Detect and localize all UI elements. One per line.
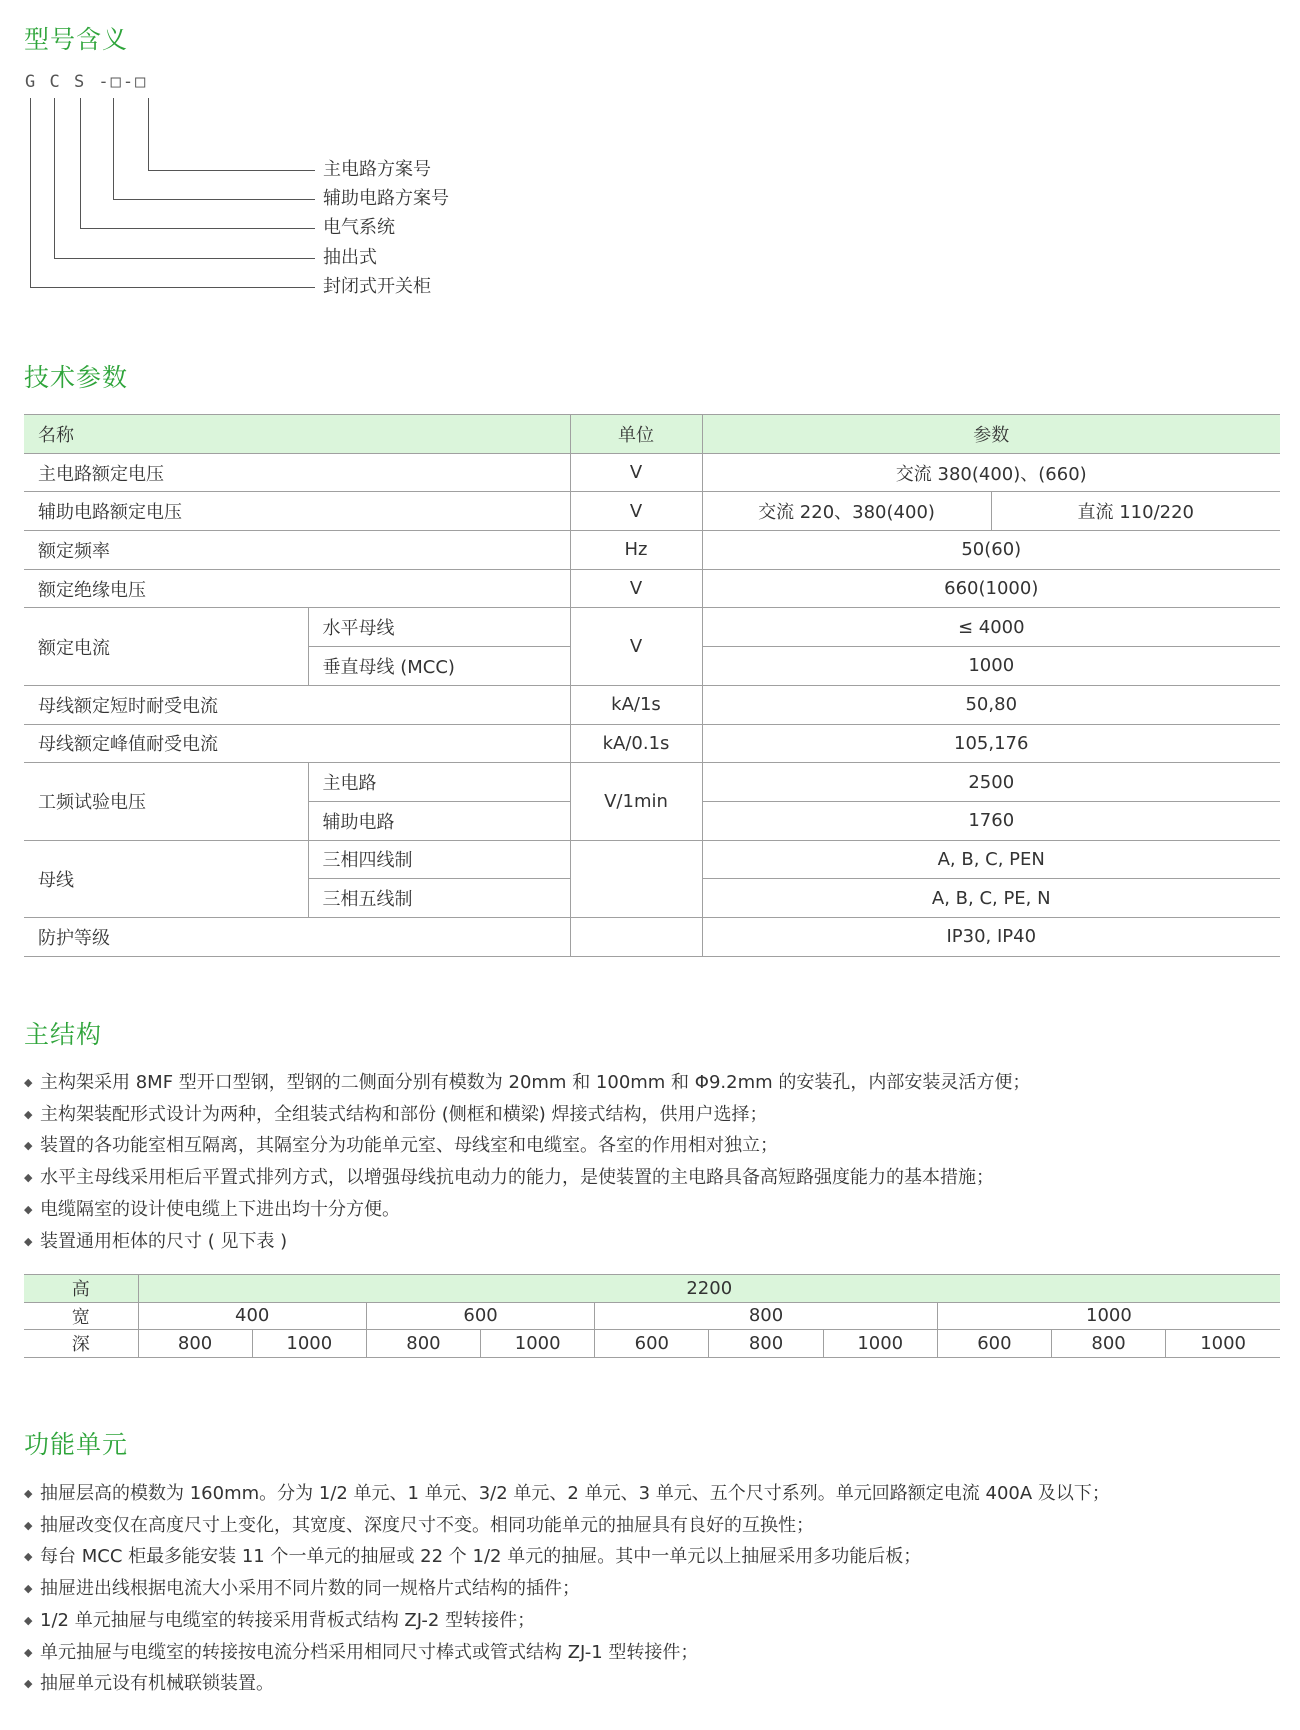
dim-row-width [24,1302,1280,1330]
table-row [24,763,1280,802]
table-row [24,917,1280,956]
dim-value-depth: 1000 [823,1330,937,1358]
list-item [24,1478,1110,1510]
list-item [24,1668,1110,1700]
legend-label-aux-circuit: 辅助电路方案号 [323,188,449,209]
model-code: G C S -□-□ [25,72,148,92]
row-value: 1000 [702,647,1280,686]
legend-label-electrical-system: 电气系统 [323,217,395,238]
row-unit [570,917,702,956]
list-item-text: 主构架采用 8MF 型开口型钢，型钢的二侧面分别有模数为 20mm 和 100mm 和 Φ9.2mm 的安装孔，内部安装灵活方便； [40,1072,1031,1093]
row-name: 母线额定峰值耐受电流 [24,724,570,763]
row-sub-name: 三相四线制 [308,840,570,879]
row-unit: Hz [570,531,702,570]
list-item [24,1605,1110,1637]
row-name: 辅助电路额定电压 [24,492,570,531]
dim-label-width: 宽 [24,1302,138,1330]
bullet-icon: ◆ [24,1234,33,1248]
row-value: 1760 [702,801,1280,840]
list-item-text: 主构架装配形式设计为两种，全组装式结构和部份 (侧框和横梁) 焊接式结构，供用户选择； [40,1103,768,1125]
list-item [24,1162,1030,1194]
bullet-icon: ◆ [24,1613,33,1627]
row-value: A, B, C, PE, N [702,879,1280,918]
dim-value-width: 600 [366,1302,594,1330]
legend-label-drawout: 抽出式 [323,247,377,268]
row-sub-name: 水平母线 [308,608,570,647]
row-value-ac: 交流 220、380(400) [702,492,991,531]
row-sub-name: 三相五线制 [308,879,570,918]
table-row [24,569,1280,608]
row-unit: kA/1s [570,685,702,724]
row-unit: kA/0.1s [570,724,702,763]
list-item-text: 抽屉层高的模数为 160mm。分为 1/2 单元、1 单元、3/2 单元、2 单元、3 单元、五个尺寸系列。单元回路额定电流 400A 及以下； [40,1483,1110,1504]
row-name: 防护等级 [24,917,570,956]
bullet-icon: ◆ [24,1487,33,1500]
dim-row-height [24,1275,1280,1303]
section-title-functional: 功能单元 [24,1430,129,1459]
bullet-icon: ◆ [24,1202,33,1216]
row-name: 母线 [24,840,308,917]
table-row [24,492,1280,531]
row-unit: V [570,608,702,685]
list-item [24,1226,1030,1258]
dim-value-depth: 600 [595,1330,709,1358]
list-item [24,1510,1110,1542]
row-unit: V [570,492,702,531]
list-item-text: 抽屉进出线根据电流大小采用不同片数的同一规格片式结构的插件； [40,1578,580,1600]
list-item-text: 单元抽屉与电缆室的转接按电流分档采用相同尺寸棒式或管式结构 ZJ-1 型转接件； [40,1641,699,1663]
bullet-icon: ◆ [24,1645,33,1659]
dim-value-depth: 800 [138,1330,252,1358]
section-title-model: 型号含义 [24,25,129,54]
list-item-text: 电缆隔室的设计使电缆上下进出均十分方便。 [40,1198,400,1220]
list-item [24,1573,1110,1605]
bullet-icon: ◆ [24,1171,33,1185]
dim-value-width: 400 [138,1302,366,1330]
row-value: 660(1000) [702,569,1280,608]
dim-value-depth: 1000 [1166,1330,1280,1358]
dim-label-depth: 深 [24,1330,138,1358]
row-unit [570,840,702,917]
list-item [24,1637,1110,1669]
table-row [24,840,1280,879]
section-title-structure: 主结构 [24,1020,103,1049]
list-item [24,1541,1110,1573]
bullet-icon: ◆ [24,1518,33,1532]
row-value: 2500 [702,763,1280,802]
list-item-text: 装置通用柜体的尺寸 ( 见下表 ) [40,1230,288,1252]
dim-value-height: 2200 [138,1275,1280,1303]
dim-row-depth [24,1330,1280,1358]
dim-label-height: 高 [24,1275,138,1303]
row-sub-name: 垂直母线 (MCC) [308,647,570,686]
row-sub-name: 辅助电路 [308,801,570,840]
row-value: 交流 380(400)、(660) [702,453,1280,492]
table-header-row [24,415,1280,454]
row-name: 主电路额定电压 [24,453,570,492]
dim-value-depth: 1000 [481,1330,595,1358]
row-name: 母线额定短时耐受电流 [24,685,570,724]
cabinet-dimensions-table [24,1274,1280,1358]
dim-value-depth: 800 [366,1330,480,1358]
legend-label-main-circuit: 主电路方案号 [323,159,431,180]
section-title-tech: 技术参数 [24,363,129,392]
table-row [24,608,1280,647]
legend-connector-5 [30,98,315,288]
table-row [24,453,1280,492]
header-unit: 单位 [570,415,702,454]
bullet-icon: ◆ [24,1139,33,1153]
functional-list [24,1478,1110,1700]
row-value: 50,80 [702,685,1280,724]
row-unit: V [570,569,702,608]
header-param: 参数 [702,415,1280,454]
list-item [24,1130,1030,1162]
list-item-text: 每台 MCC 柜最多能安装 11 个一单元的抽屉或 22 个 1/2 单元的抽屉。其中一单元以上抽屉采用多功能后板； [40,1546,922,1568]
dim-value-width: 800 [595,1302,938,1330]
row-value: ≤ 4000 [702,608,1280,647]
row-unit: V [570,453,702,492]
dim-value-depth: 800 [1052,1330,1166,1358]
table-row [24,724,1280,763]
row-unit: V/1min [570,763,702,840]
list-item-text: 抽屉单元设有机械联锁装置。 [40,1673,274,1695]
row-value: IP30, IP40 [702,917,1280,956]
header-name: 名称 [24,415,570,454]
row-name: 工频试验电压 [24,763,308,840]
row-sub-name: 主电路 [308,763,570,802]
row-name: 额定频率 [24,531,570,570]
list-item-text: 1/2 单元抽屉与电缆室的转接采用背板式结构 ZJ-2 型转接件； [40,1609,536,1631]
list-item [24,1194,1030,1226]
tech-params-table [24,414,1280,957]
table-row [24,685,1280,724]
dim-value-depth: 1000 [252,1330,366,1358]
list-item-text: 抽屉改变仅在高度尺寸上变化，其宽度、深度尺寸不变。相同功能单元的抽屉具有良好的互换性； [40,1514,814,1536]
dim-value-width: 1000 [937,1302,1280,1330]
row-value: A, B, C, PEN [702,840,1280,879]
row-value: 105,176 [702,724,1280,763]
legend-label-enclosed: 封闭式开关柜 [323,276,431,297]
list-item [24,1099,1030,1131]
row-name: 额定电流 [24,608,308,685]
dim-value-depth: 600 [937,1330,1051,1358]
bullet-icon: ◆ [24,1582,33,1596]
dim-value-depth: 800 [709,1330,823,1358]
row-value: 50(60) [702,531,1280,570]
list-item-text: 水平主母线采用柜后平置式排列方式，以增强母线抗电动力的能力，是使装置的主电路具备高短路强度能力的基本措施； [40,1167,994,1189]
bullet-icon: ◆ [24,1076,33,1089]
bullet-icon: ◆ [24,1677,33,1691]
row-value-dc: 直流 110/220 [991,492,1280,531]
list-item [24,1067,1030,1099]
structure-list [24,1067,1030,1257]
bullet-icon: ◆ [24,1550,33,1564]
row-name: 额定绝缘电压 [24,569,570,608]
table-row [24,531,1280,570]
list-item-text: 装置的各功能室相互隔离，其隔室分为功能单元室、母线室和电缆室。各室的作用相对独立； [40,1135,778,1157]
bullet-icon: ◆ [24,1107,33,1121]
